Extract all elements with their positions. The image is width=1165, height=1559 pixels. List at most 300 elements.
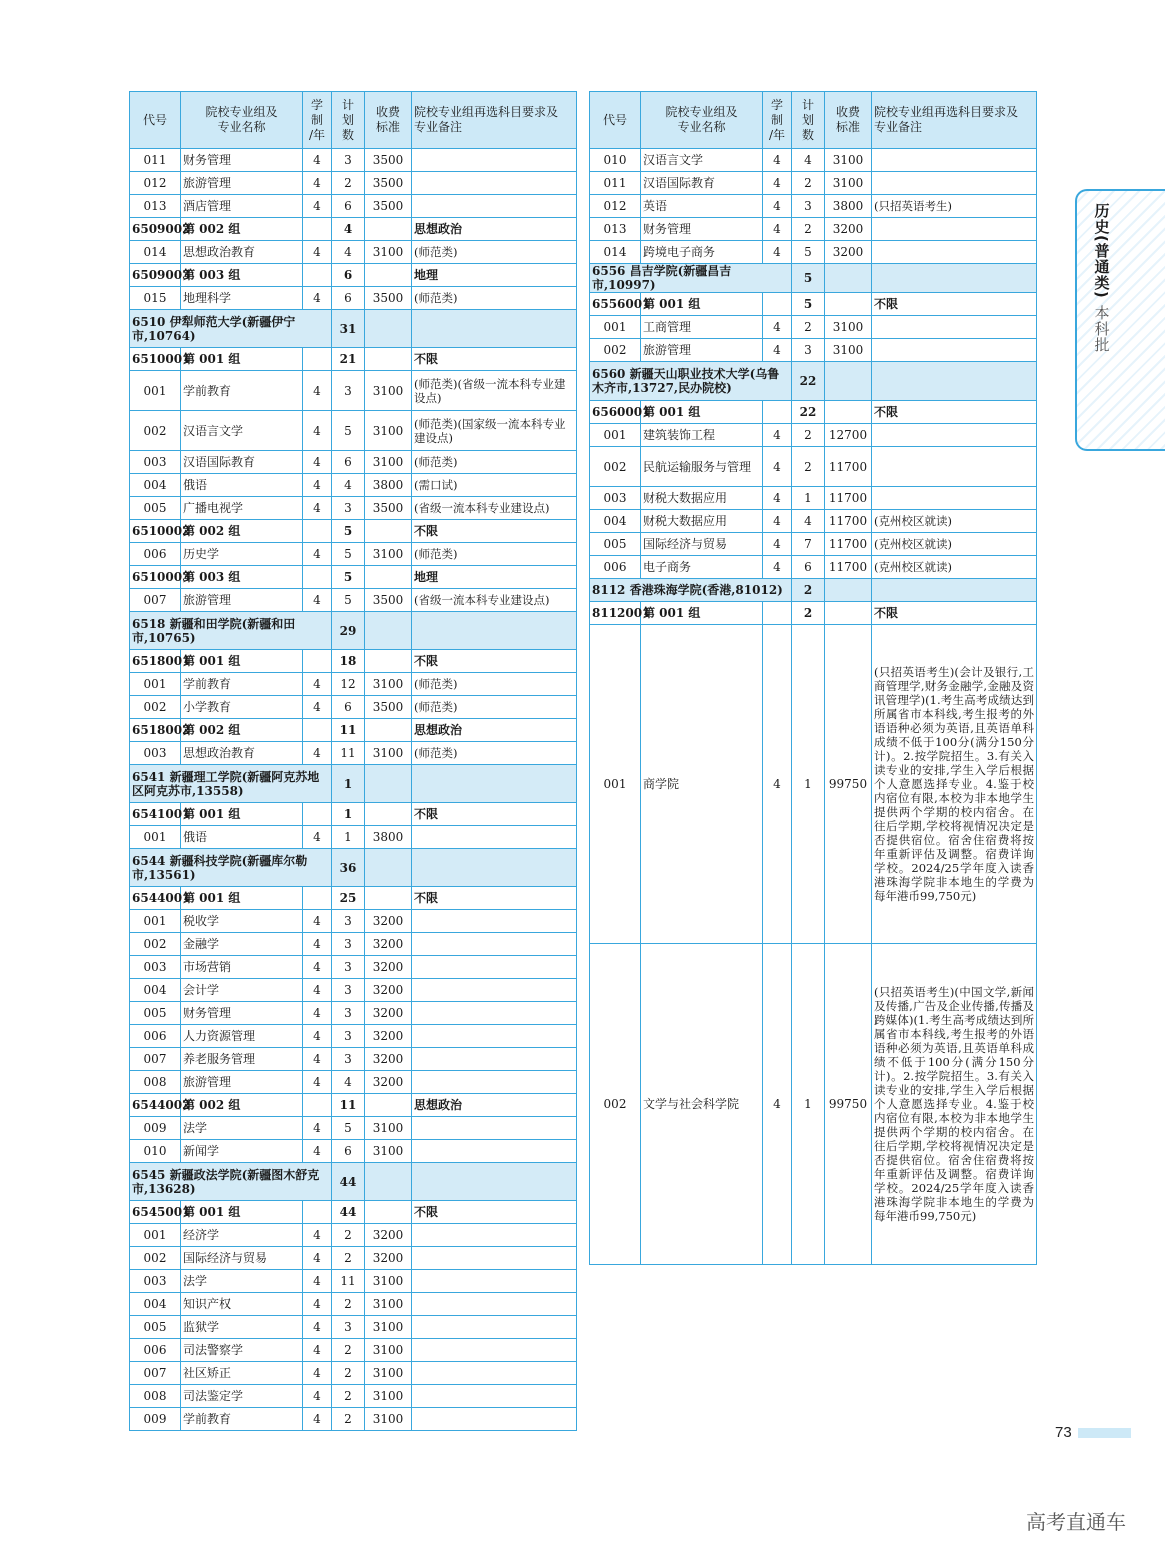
major-code: 003 (590, 487, 641, 510)
major-years: 4 (303, 826, 332, 849)
major-years: 4 (763, 944, 792, 1265)
requirement-cell (412, 849, 577, 887)
major-note (872, 447, 1037, 487)
group-plan: 11 (332, 719, 365, 742)
major-row (130, 241, 577, 264)
major-name: 财务管理 (181, 1002, 303, 1025)
group-name: 第 002 组 (181, 218, 303, 241)
major-years: 4 (303, 172, 332, 195)
major-note (412, 1362, 577, 1385)
major-plan: 6 (332, 451, 365, 474)
group-row (130, 887, 577, 910)
major-plan: 4 (332, 1071, 365, 1094)
page-number-bar (1078, 1428, 1131, 1438)
major-row (130, 287, 577, 310)
major-fee: 99750 (825, 944, 872, 1265)
page-number: 73 (1055, 1424, 1072, 1441)
years-cell (303, 1201, 332, 1224)
group-code: 6545001 (130, 1201, 181, 1224)
major-name: 思想政治教育 (181, 742, 303, 765)
major-fee: 3100 (365, 241, 412, 264)
major-code: 002 (590, 447, 641, 487)
major-code: 014 (590, 241, 641, 264)
major-row (130, 371, 577, 411)
major-fee: 3200 (365, 956, 412, 979)
major-years: 4 (763, 447, 792, 487)
major-row (130, 910, 577, 933)
major-fee: 3100 (365, 1270, 412, 1293)
major-note: (省级一流本科专业建设点) (412, 589, 577, 612)
major-plan: 2 (332, 172, 365, 195)
major-years: 4 (303, 241, 332, 264)
years-cell (303, 887, 332, 910)
fee-cell (365, 566, 412, 589)
major-name: 金融学 (181, 933, 303, 956)
major-fee: 3500 (365, 497, 412, 520)
major-fee: 3200 (365, 1247, 412, 1270)
major-code: 013 (130, 195, 181, 218)
group-requirement: 不限 (412, 803, 577, 826)
header-plan: 计 划 数 (792, 92, 825, 149)
major-code: 002 (590, 339, 641, 362)
major-plan: 3 (332, 910, 365, 933)
major-years: 4 (763, 172, 792, 195)
major-row (130, 543, 577, 566)
major-row (130, 411, 577, 451)
major-years: 4 (303, 1117, 332, 1140)
major-fee: 3200 (825, 218, 872, 241)
major-row (130, 451, 577, 474)
major-code: 001 (590, 424, 641, 447)
major-note (872, 218, 1037, 241)
major-note (412, 1247, 577, 1270)
major-row (130, 1224, 577, 1247)
major-note (872, 149, 1037, 172)
major-fee: 11700 (825, 447, 872, 487)
major-note (412, 1025, 577, 1048)
major-plan: 3 (332, 933, 365, 956)
group-row (130, 650, 577, 673)
major-name: 财务管理 (641, 218, 763, 241)
group-code: 6560001 (590, 401, 641, 424)
group-name: 第 001 组 (181, 348, 303, 371)
major-row (590, 218, 1037, 241)
major-plan: 3 (792, 339, 825, 362)
major-years: 4 (763, 424, 792, 447)
major-years: 4 (303, 1002, 332, 1025)
school-row (130, 1163, 577, 1201)
major-plan: 4 (332, 241, 365, 264)
group-plan: 18 (332, 650, 365, 673)
major-code: 009 (130, 1408, 181, 1431)
group-code: 6509003 (130, 264, 181, 287)
group-code: 6541001 (130, 803, 181, 826)
major-note (412, 1339, 577, 1362)
major-row (130, 1002, 577, 1025)
major-fee: 3500 (365, 287, 412, 310)
years-cell (303, 566, 332, 589)
major-note (412, 1048, 577, 1071)
major-name: 小学教育 (181, 696, 303, 719)
group-row (590, 602, 1037, 625)
major-plan: 4 (792, 510, 825, 533)
group-code: 6509002 (130, 218, 181, 241)
major-code: 006 (590, 556, 641, 579)
major-plan: 2 (332, 1408, 365, 1431)
major-name: 俄语 (181, 826, 303, 849)
major-row (130, 979, 577, 1002)
major-years: 4 (303, 1025, 332, 1048)
major-code: 011 (590, 172, 641, 195)
major-name: 财务管理 (181, 149, 303, 172)
group-row (130, 264, 577, 287)
major-years: 4 (303, 1316, 332, 1339)
major-note (412, 149, 577, 172)
major-name: 广播电视学 (181, 497, 303, 520)
header-name: 院校专业组及 专业名称 (181, 92, 303, 149)
header-requirements: 院校专业组再选科目要求及 专业备注 (872, 92, 1037, 149)
major-code: 004 (130, 979, 181, 1002)
category-side-tab (1075, 189, 1165, 451)
major-name: 俄语 (181, 474, 303, 497)
years-cell (303, 1094, 332, 1117)
major-plan: 1 (792, 487, 825, 510)
group-requirement: 思想政治 (412, 218, 577, 241)
school-name: 8112 香港珠海学院(香港,81012) (590, 579, 792, 602)
major-code: 006 (130, 1339, 181, 1362)
major-name: 英语 (641, 195, 763, 218)
group-row (130, 520, 577, 543)
major-note: (师范类) (412, 742, 577, 765)
major-name: 财税大数据应用 (641, 487, 763, 510)
major-code: 004 (130, 1293, 181, 1316)
major-row (130, 1048, 577, 1071)
years-cell (303, 803, 332, 826)
group-code: 6556001 (590, 293, 641, 316)
major-fee: 3100 (365, 411, 412, 451)
major-note (412, 979, 577, 1002)
major-years: 4 (763, 149, 792, 172)
header-fee: 收费 标准 (825, 92, 872, 149)
group-row (130, 1201, 577, 1224)
major-name: 汉语国际教育 (181, 451, 303, 474)
major-note (412, 1140, 577, 1163)
major-years: 4 (303, 371, 332, 411)
major-plan: 1 (792, 944, 825, 1265)
group-code: 6518002 (130, 719, 181, 742)
major-name: 工商管理 (641, 316, 763, 339)
major-code: 001 (130, 910, 181, 933)
major-plan: 3 (332, 497, 365, 520)
major-code: 009 (130, 1117, 181, 1140)
major-row (590, 487, 1037, 510)
group-name: 第 001 组 (641, 401, 763, 424)
group-row (590, 401, 1037, 424)
group-code: 6544002 (130, 1094, 181, 1117)
major-code: 004 (590, 510, 641, 533)
major-plan: 2 (332, 1339, 365, 1362)
major-note: (克州校区就读) (872, 556, 1037, 579)
major-row (590, 195, 1037, 218)
major-code: 013 (590, 218, 641, 241)
major-plan: 3 (332, 956, 365, 979)
major-code: 002 (130, 1247, 181, 1270)
years-cell (303, 348, 332, 371)
major-fee: 3200 (365, 979, 412, 1002)
school-name: 6544 新疆科技学院(新疆库尔勒市,13561) (130, 849, 332, 887)
major-plan: 11 (332, 742, 365, 765)
major-code: 012 (130, 172, 181, 195)
major-years: 4 (303, 497, 332, 520)
fee-cell (365, 849, 412, 887)
major-name: 跨境电子商务 (641, 241, 763, 264)
major-years: 4 (303, 979, 332, 1002)
major-name: 知识产权 (181, 1293, 303, 1316)
school-row (130, 310, 577, 348)
major-code: 015 (130, 287, 181, 310)
header-code: 代号 (130, 92, 181, 149)
major-name: 新闻学 (181, 1140, 303, 1163)
group-requirement: 不限 (412, 650, 577, 673)
group-requirement: 地理 (412, 264, 577, 287)
major-row (130, 1293, 577, 1316)
major-years: 4 (303, 1140, 332, 1163)
major-years: 4 (303, 1385, 332, 1408)
major-name: 国际经济与贸易 (181, 1247, 303, 1270)
fee-cell (365, 1201, 412, 1224)
admission-table-left (129, 91, 577, 1431)
major-fee: 3200 (365, 910, 412, 933)
major-years: 4 (763, 510, 792, 533)
school-row (130, 612, 577, 650)
major-note: (只招英语考生)(中国文学,新闻及传播,广告及企业传播,传播及跨媒体)(1.考生高考成绩达到所属省市本科线,考生报考的外语语种必须为英语,且英语单科成绩不低于100分(满分150分计)。2.按学院招生。3.有关入读专业的安排,学生入学后根据个人意愿选择专业。4.鉴于校内宿位有限,本校为非本地学生提供两个学期的校内宿舍。在往后学期,学校将视情况决定是否提供宿位。宿舍住宿费将按年重新评估及调整。宿费详询学校。2024/25学年度入读香港珠海学院非本地生的学费为每年港币99,750元) (872, 944, 1037, 1265)
fee-cell (365, 650, 412, 673)
major-fee: 3100 (825, 149, 872, 172)
major-name: 地理科学 (181, 287, 303, 310)
table-header-row (130, 92, 577, 149)
school-row (590, 362, 1037, 401)
group-requirement: 不限 (412, 520, 577, 543)
major-plan: 11 (332, 1270, 365, 1293)
major-note (412, 1408, 577, 1431)
major-note (412, 826, 577, 849)
major-row (590, 339, 1037, 362)
group-plan: 22 (792, 401, 825, 424)
major-fee: 3200 (365, 1002, 412, 1025)
major-plan: 3 (332, 1048, 365, 1071)
requirement-cell (872, 579, 1037, 602)
major-years: 4 (303, 1048, 332, 1071)
major-years: 4 (763, 316, 792, 339)
major-code: 002 (130, 411, 181, 451)
school-plan: 29 (332, 612, 365, 650)
major-name: 人力资源管理 (181, 1025, 303, 1048)
major-note (412, 956, 577, 979)
major-plan: 3 (332, 149, 365, 172)
fee-cell (365, 803, 412, 826)
major-fee: 3100 (365, 1339, 412, 1362)
major-plan: 3 (792, 195, 825, 218)
school-plan: 36 (332, 849, 365, 887)
major-plan: 3 (332, 1025, 365, 1048)
group-row (130, 719, 577, 742)
header-name: 院校专业组及 专业名称 (641, 92, 763, 149)
group-plan: 21 (332, 348, 365, 371)
major-fee: 3200 (365, 1048, 412, 1071)
major-code: 003 (130, 742, 181, 765)
group-plan: 5 (792, 293, 825, 316)
major-code: 010 (130, 1140, 181, 1163)
major-years: 4 (303, 1071, 332, 1094)
major-name: 旅游管理 (181, 172, 303, 195)
major-years: 4 (303, 1408, 332, 1431)
major-code: 005 (130, 497, 181, 520)
major-fee: 3800 (365, 474, 412, 497)
fee-cell (365, 887, 412, 910)
years-cell (763, 293, 792, 316)
major-note (412, 910, 577, 933)
group-name: 第 001 组 (181, 1201, 303, 1224)
major-code: 005 (130, 1002, 181, 1025)
major-name: 市场营销 (181, 956, 303, 979)
group-code: 6510003 (130, 566, 181, 589)
major-plan: 6 (792, 556, 825, 579)
major-plan: 2 (792, 316, 825, 339)
major-note (412, 1385, 577, 1408)
major-name: 文学与社会科学院 (641, 944, 763, 1265)
major-years: 4 (303, 1339, 332, 1362)
school-name: 6518 新疆和田学院(新疆和田市,10765) (130, 612, 332, 650)
fee-cell (365, 520, 412, 543)
major-row (130, 172, 577, 195)
group-requirement: 不限 (872, 401, 1037, 424)
major-fee: 3100 (365, 371, 412, 411)
major-plan: 2 (332, 1224, 365, 1247)
major-note: (只招英语考生) (872, 195, 1037, 218)
major-years: 4 (303, 149, 332, 172)
group-name: 第 001 组 (181, 650, 303, 673)
years-cell (763, 401, 792, 424)
major-row (130, 1140, 577, 1163)
major-note: (师范类) (412, 451, 577, 474)
major-row (590, 447, 1037, 487)
fee-cell (825, 602, 872, 625)
major-note: (师范类) (412, 673, 577, 696)
major-years: 4 (303, 673, 332, 696)
major-plan: 2 (792, 218, 825, 241)
school-plan: 22 (792, 362, 825, 401)
major-years: 4 (763, 241, 792, 264)
group-code: 6510002 (130, 520, 181, 543)
school-plan: 44 (332, 1163, 365, 1201)
major-name: 建筑装饰工程 (641, 424, 763, 447)
major-years: 4 (303, 1224, 332, 1247)
major-fee: 3100 (825, 172, 872, 195)
batch-label: 本科批 (1092, 304, 1111, 353)
requirement-cell (412, 612, 577, 650)
major-years: 4 (763, 339, 792, 362)
group-name: 第 002 组 (181, 719, 303, 742)
major-fee: 3100 (365, 1117, 412, 1140)
requirement-cell (872, 362, 1037, 401)
major-years: 4 (303, 543, 332, 566)
category-label: 历史(普通类) (1092, 203, 1111, 299)
major-years: 4 (763, 625, 792, 944)
requirement-cell (412, 1163, 577, 1201)
major-name: 旅游管理 (641, 339, 763, 362)
major-fee: 3100 (365, 543, 412, 566)
years-cell (303, 520, 332, 543)
major-plan: 6 (332, 1140, 365, 1163)
major-fee: 3200 (365, 1025, 412, 1048)
header-requirements: 院校专业组再选科目要求及 专业备注 (412, 92, 577, 149)
major-name: 汉语言文学 (181, 411, 303, 451)
major-years: 4 (763, 533, 792, 556)
years-cell (303, 264, 332, 287)
major-name: 汉语言文学 (641, 149, 763, 172)
major-row (130, 497, 577, 520)
major-fee: 3800 (825, 195, 872, 218)
major-note (412, 933, 577, 956)
major-fee: 3100 (825, 316, 872, 339)
major-name: 酒店管理 (181, 195, 303, 218)
major-code: 012 (590, 195, 641, 218)
major-plan: 2 (332, 1293, 365, 1316)
major-code: 007 (130, 589, 181, 612)
major-row (130, 195, 577, 218)
major-plan: 2 (792, 424, 825, 447)
school-plan: 2 (792, 579, 825, 602)
major-plan: 5 (332, 589, 365, 612)
major-fee: 3100 (365, 451, 412, 474)
major-code: 003 (130, 1270, 181, 1293)
major-fee: 11700 (825, 510, 872, 533)
group-requirement: 不限 (872, 602, 1037, 625)
major-plan: 2 (332, 1247, 365, 1270)
major-note (412, 195, 577, 218)
major-note: (师范类)(国家级一流本科专业建设点) (412, 411, 577, 451)
table-body-right (590, 149, 1037, 1265)
group-plan: 1 (332, 803, 365, 826)
group-plan: 44 (332, 1201, 365, 1224)
group-requirement: 思想政治 (412, 1094, 577, 1117)
major-years: 4 (303, 742, 332, 765)
school-plan: 1 (332, 765, 365, 803)
group-code: 6510001 (130, 348, 181, 371)
major-name: 司法警察学 (181, 1339, 303, 1362)
major-code: 001 (590, 316, 641, 339)
major-note (412, 1071, 577, 1094)
group-code: 8112001 (590, 602, 641, 625)
fee-cell (825, 401, 872, 424)
header-years: 学 制 /年 (763, 92, 792, 149)
requirement-cell (412, 765, 577, 803)
major-fee: 3200 (825, 241, 872, 264)
years-cell (303, 719, 332, 742)
fee-cell (825, 264, 872, 293)
group-plan: 25 (332, 887, 365, 910)
major-name: 旅游管理 (181, 1071, 303, 1094)
major-note (872, 241, 1037, 264)
major-name: 社区矫正 (181, 1362, 303, 1385)
major-code: 001 (590, 625, 641, 944)
school-name: 6556 昌吉学院(新疆昌吉市,10997) (590, 264, 792, 293)
major-plan: 2 (332, 1362, 365, 1385)
major-years: 4 (303, 195, 332, 218)
group-code: 6518001 (130, 650, 181, 673)
header-plan: 计 划 数 (332, 92, 365, 149)
school-name: 6510 伊犁师范大学(新疆伊宁市,10764) (130, 310, 332, 348)
